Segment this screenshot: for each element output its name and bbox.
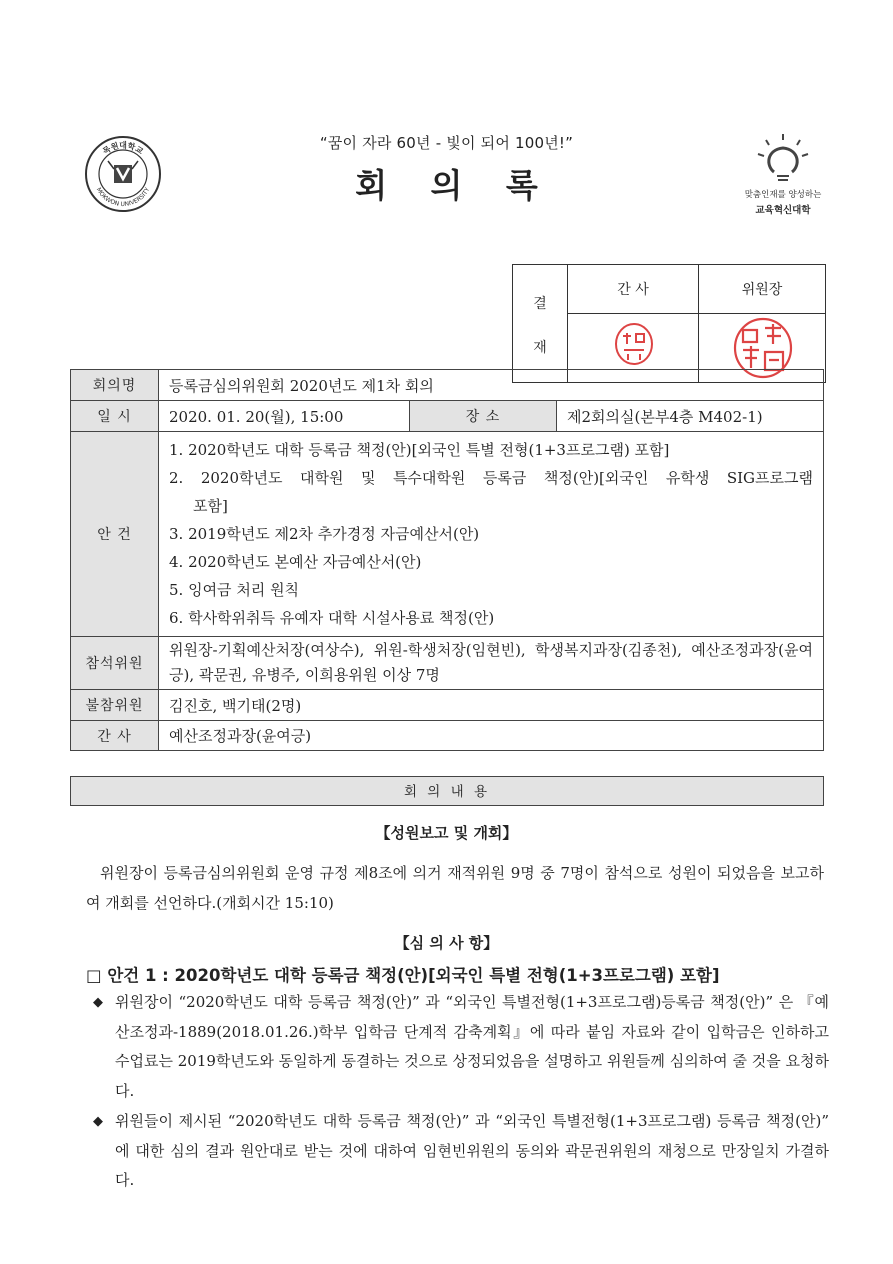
quorum-text: 위원장이 등록금심의위원회 운영 규정 제8조에 의거 재적위원 9명 중 7명이 참석으로 성원이 되었음을 보고하여 개회를 선언하다.(개회시간 15:10) [86, 864, 824, 912]
bullet-text: 위원장이 “2020학년도 대학 등록금 책정(안)” 과 “외국인 특별전형(1+3프로그램)등록금 책정(안)” 은 『예산조정과-1889(2018.01.26.)학부 입학금 단계적 감축계획』에 따라 붙임 자료와 같이 입학금은 인하하고 수업료는 2019학년도와 동일하게 동결하는 것으로 상정되었음을 설명하고 위원들께 심의하여 줄 것을 요청하다. [115, 993, 829, 1100]
agenda-item: 4. 2020학년도 본예산 자금예산서(안) [169, 553, 422, 571]
agenda-label: 안 건 [71, 432, 159, 637]
secretary-label: 간 사 [71, 721, 159, 751]
meeting-name-value: 등록금심의위원회 2020년도 제1차 회의 [159, 370, 824, 401]
logo-right-line1: 맞춤인재를 양성하는 [744, 190, 822, 200]
logo-right-line2: 교육혁신대학 [755, 205, 811, 216]
agenda-item: 1. 2020학년도 대학 등록금 책정(안)[외국인 특별 전형(1+3프로그램) 포함] [169, 441, 670, 459]
datetime-value: 2020. 01. 20(월), 15:00 [159, 401, 410, 432]
agenda-item: 3. 2019학년도 제2차 추가경정 자금예산서(안) [169, 525, 480, 543]
agenda-item-continuation: 포함] [193, 497, 228, 515]
deliberation-heading: 【심 의 사 항】 [394, 934, 499, 952]
lightbulb-icon [736, 132, 830, 192]
secretary-seal-stamp [614, 322, 654, 366]
innovation-university-logo [736, 132, 830, 224]
approval-box [512, 264, 826, 383]
page-title: 회 의 록 [355, 166, 554, 205]
bullet-item [93, 988, 829, 1106]
absentees-label: 불참위원 [71, 690, 159, 721]
place-value: 제2회의실(본부4층 M402-1) [557, 401, 824, 432]
section-title-bar: 회 의 내 용 [70, 776, 824, 806]
seal-top-text: 목원대학교 [101, 141, 145, 157]
quorum-heading: 【성원보고 및 개회】 [375, 824, 518, 842]
approval-side-label-1: 결 [513, 265, 568, 314]
slogan: “꿈이 자라 60년 - 빛이 되어 100년!” [319, 134, 574, 152]
approval-col-secretary: 간 사 [568, 265, 699, 314]
approval-col-chair: 위원장 [699, 265, 826, 314]
approval-side-label-2: 재 [513, 313, 568, 382]
agenda1-title: □ 안건 1 : 2020학년도 대학 등록금 책정(안)[외국인 특별 전형(1+3프로그램) 포함] [86, 966, 720, 985]
agenda-item: 2. 2020학년도 대학원 및 특수대학원 등록금 책정(안)[외국인 유학생 SIG프로그램 [169, 469, 813, 487]
quorum-paragraph [86, 858, 824, 918]
absentees-value: 김진호, 백기태(2명) [159, 690, 824, 721]
seal-bottom-text: MOKWON UNIVERSITY [94, 186, 152, 209]
meeting-name-label: 회의명 [71, 370, 159, 401]
attendees-value: 위원장-기획예산처장(여상수), 위원-학생처장(임현빈), 학생복지과장(김종천), 예산조정과장(윤여긍), 곽문권, 유병주, 이희용위원 이상 7명 [159, 637, 824, 690]
agenda-item: 6. 학사학위취득 유예자 대학 시설사용료 책정(안) [169, 609, 495, 627]
bullet-item [93, 1107, 829, 1196]
attendees-label: 참석위원 [71, 637, 159, 690]
diamond-bullet-icon: ◆ [93, 1114, 103, 1129]
datetime-label: 일 시 [71, 401, 159, 432]
bullet-text: 위원들이 제시된 “2020학년도 대학 등록금 책정(안)” 과 “외국인 특별전형(1+3프로그램) 등록금 책정(안)” 에 대한 심의 결과 원안대로 받는 것에 대하여 임현빈위원의 동의와 곽문권위원의 재청으로 만장일치 가결하다. [115, 1112, 829, 1189]
diamond-bullet-icon: ◆ [93, 995, 103, 1010]
agenda1-bullets [93, 988, 829, 1197]
agenda-list [159, 432, 824, 637]
meeting-info-table [70, 369, 824, 751]
agenda-item: 5. 잉여금 처리 원칙 [169, 581, 300, 599]
secretary-value: 예산조정과장(윤여긍) [159, 721, 824, 751]
place-label: 장 소 [410, 401, 557, 432]
